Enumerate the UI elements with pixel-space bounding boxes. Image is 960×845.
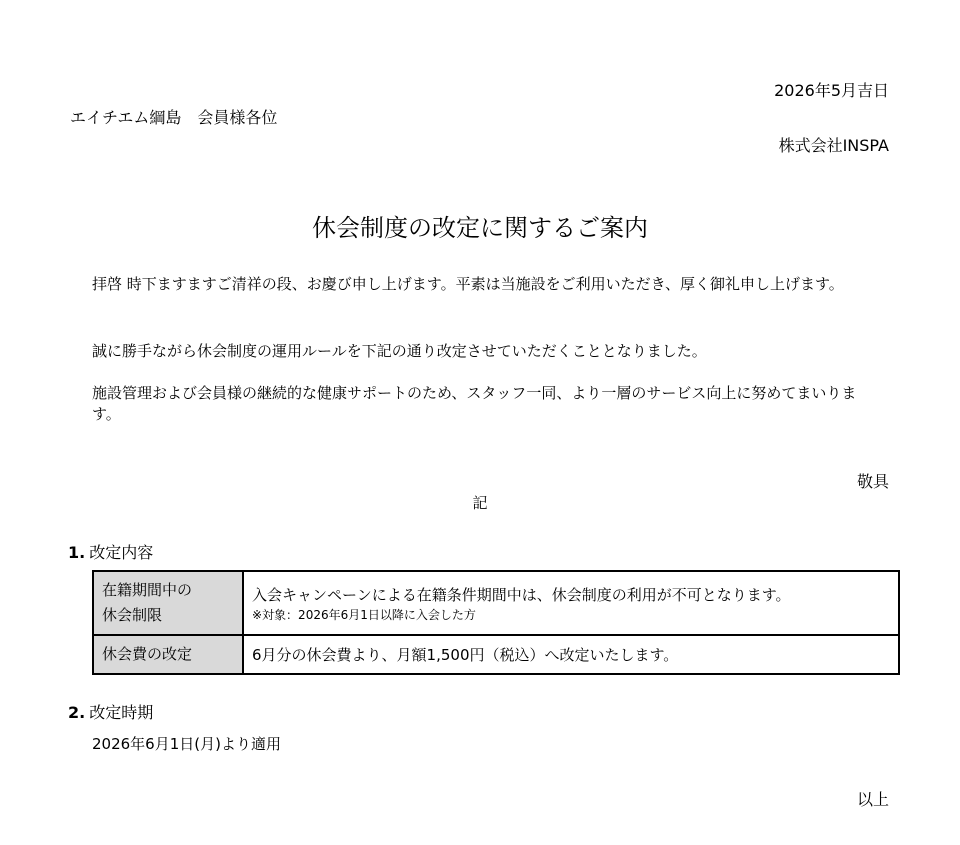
section-2-heading <box>68 700 153 723</box>
row-header-cell <box>93 571 243 635</box>
greeting-paragraph: 拝啓 時下ますますご清祥の段、お慶び申し上げます。平素は当施設をご利用いただき、厚く御礼申し上げます。 <box>92 275 844 293</box>
row-value-cell <box>243 635 899 674</box>
table-row <box>93 635 899 674</box>
revision-table <box>92 570 900 675</box>
ki-marker: 記 <box>472 494 488 512</box>
section-1-title: 改定内容 <box>89 543 154 562</box>
closing-remark: 敬具 <box>856 472 889 491</box>
table-row <box>93 571 899 635</box>
section-1-number: 1. <box>68 543 86 562</box>
row-value-cell <box>243 571 899 635</box>
row-value-text: 入会キャンペーンによる在籍条件期間中は、休会制度の利用が不可となります。 <box>252 586 791 604</box>
section-2-number: 2. <box>68 703 86 722</box>
row-header-line: 在籍期間中の <box>102 581 193 599</box>
row-header-line: 休会制限 <box>102 606 163 624</box>
announcement-paragraph: 誠に勝手ながら休会制度の運用ルールを下記の通り改定させていただくこととなりました。 <box>92 342 707 360</box>
section-1-heading <box>68 540 153 563</box>
effective-date: 2026年6月1日(月)より適用 <box>92 735 281 753</box>
section-2-title: 改定時期 <box>89 703 154 722</box>
service-paragraph: 施設管理および会員様の継続的な健康サポートのため、スタッフ一同、より一層のサービス向上に努めてまいります。 <box>92 384 857 423</box>
row-header-cell <box>93 635 243 674</box>
row-header-line: 休会費の改定 <box>102 645 193 663</box>
row-value-text: 6月分の休会費より、月額1,500円（税込）へ改定いたします。 <box>252 645 679 664</box>
issue-date: 2026年5月吉日 <box>774 81 889 100</box>
document-title: 休会制度の改定に関するご案内 <box>312 214 648 242</box>
recipient: エイチエム綱島 会員様各位 <box>70 108 278 127</box>
end-marker: 以上 <box>856 790 889 809</box>
sender-company: 株式会社INSPA <box>778 136 889 155</box>
row-note: ※対象：2026年6月1日以降に入会した方 <box>252 608 476 622</box>
